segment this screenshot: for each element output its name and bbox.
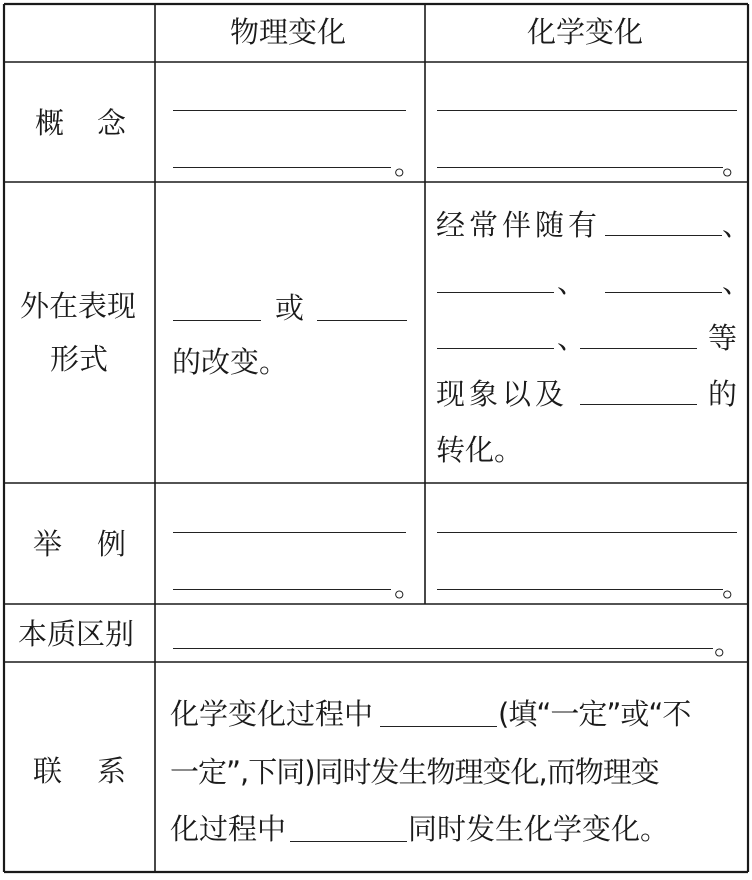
period-essence: 。: [714, 627, 744, 661]
relation-line1-a: 化学变化过程中: [170, 697, 374, 731]
blank-appearance-chem-5[interactable]: [580, 348, 697, 349]
blank-appearance-chem-6[interactable]: [580, 404, 697, 405]
row-label-essence: 本质区别: [18, 617, 135, 651]
blank-essence[interactable]: [173, 648, 713, 649]
blank-relation-1[interactable]: [380, 726, 497, 727]
blank-concept-physical-1[interactable]: [173, 110, 406, 111]
period-example-physical: 。: [394, 569, 424, 603]
appearance-physical-tail: 的改变。: [172, 345, 289, 379]
appearance-chem-line1: 经常伴随有: [436, 208, 602, 242]
appearance-or: 或: [275, 291, 305, 325]
row-label-relation-b: 系: [97, 754, 127, 788]
header-physical: 物理变化: [230, 15, 347, 49]
blank-concept-physical-2[interactable]: [173, 167, 391, 168]
blank-relation-2[interactable]: [290, 841, 407, 842]
appearance-chem-sep-2: 、: [557, 265, 587, 299]
blank-appearance-chem-3[interactable]: [605, 292, 722, 293]
appearance-chem-sep-3: 、: [722, 265, 752, 299]
appearance-chem-etc: 等: [708, 321, 738, 355]
blank-example-chemical-1[interactable]: [437, 532, 737, 533]
appearance-chem-sep-1: 、: [722, 208, 752, 242]
row-label-concept-a: 概: [35, 106, 65, 140]
row-label-concept-b: 念: [97, 106, 127, 140]
blank-concept-chemical-2[interactable]: [437, 167, 723, 168]
period-example-chemical: 。: [722, 569, 752, 603]
blank-appearance-chem-4[interactable]: [437, 348, 554, 349]
row-label-appearance-1: 外在表现: [20, 289, 137, 323]
blank-appearance-physical-2[interactable]: [317, 320, 407, 321]
relation-line2: 一定”,下同)同时发生物理变化,而物理变: [170, 755, 659, 789]
relation-line3-b: 同时发生化学变化。: [408, 812, 670, 846]
row-label-relation-a: 联: [33, 754, 63, 788]
header-chemical: 化学变化: [527, 15, 644, 49]
appearance-chem-line5: 转化。: [436, 433, 524, 467]
blank-appearance-chem-2[interactable]: [437, 292, 554, 293]
blank-example-chemical-2[interactable]: [437, 589, 723, 590]
row-label-appearance-2: 形式: [50, 342, 109, 376]
row-label-example-a: 举: [33, 527, 63, 561]
blank-concept-chemical-1[interactable]: [437, 110, 737, 111]
period-concept-chemical: 。: [722, 147, 752, 181]
appearance-chem-line4-b: 的: [708, 377, 738, 411]
blank-appearance-physical-1[interactable]: [173, 320, 261, 321]
appearance-chem-line4-a: 现象以及: [436, 377, 569, 411]
row-label-example-b: 例: [97, 527, 127, 561]
appearance-chem-sep-4: 、: [557, 321, 587, 355]
relation-line3-a: 化过程中: [170, 812, 287, 846]
blank-example-physical-1[interactable]: [173, 532, 406, 533]
blank-appearance-chem-1[interactable]: [605, 235, 722, 236]
blank-example-physical-2[interactable]: [173, 589, 391, 590]
relation-line1-b: (填“一定”或“不: [498, 697, 691, 731]
period-concept-physical: 。: [394, 147, 424, 181]
